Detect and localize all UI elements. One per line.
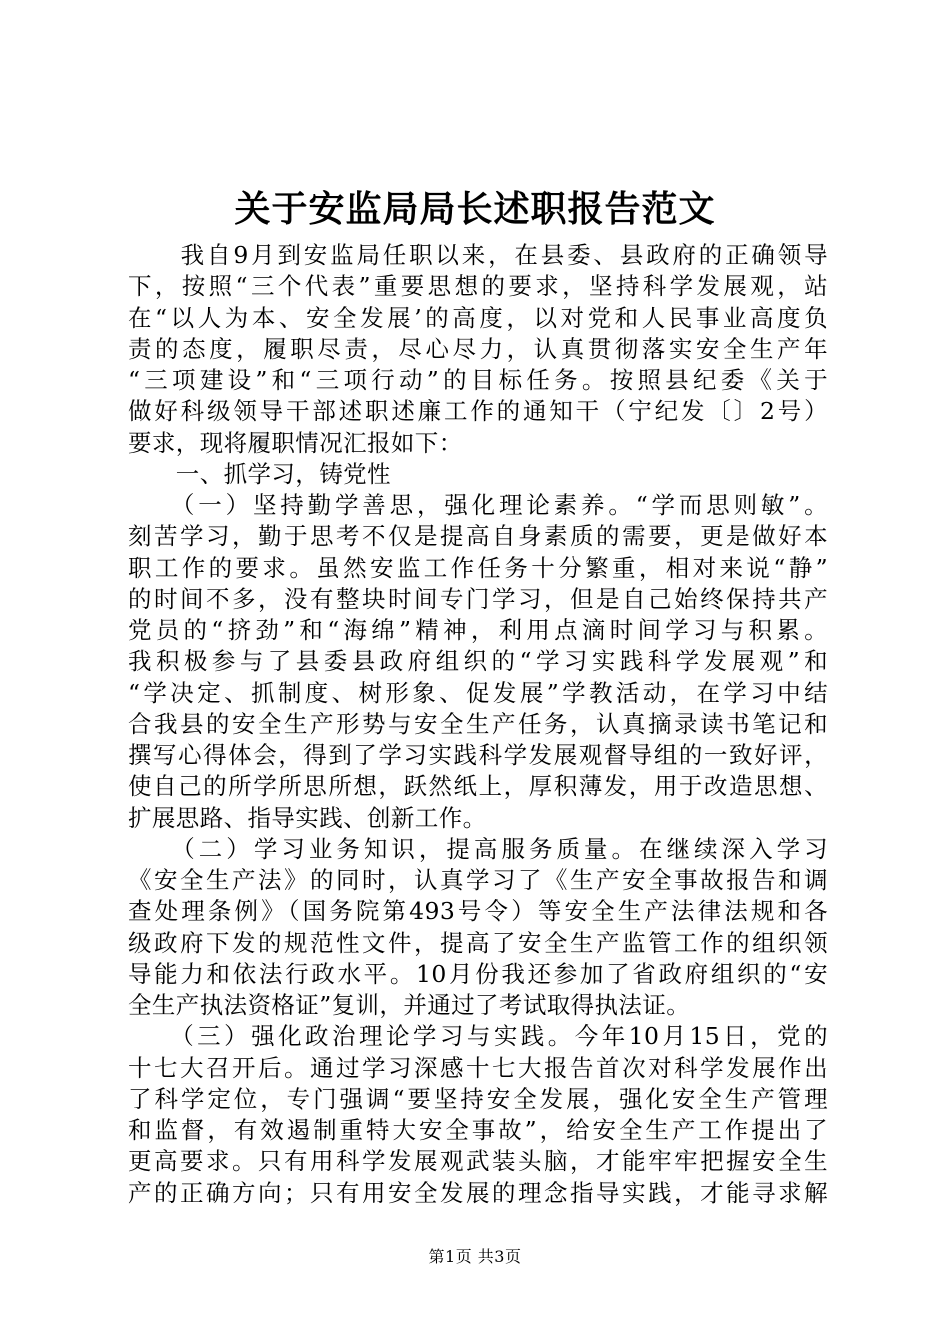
body-line: 更高要求。只有用科学发展观武装头脑，才能牢牢把握安全生 bbox=[128, 1147, 828, 1176]
body-line: 级政府下发的规范性文件，提高了安全生产监管工作的组织领 bbox=[128, 928, 828, 957]
body-line: 使自己的所学所思所想，跃然纸上，厚积薄发，用于改造思想、 bbox=[128, 772, 828, 801]
body-line: （二）学习业务知识，提高服务质量。在继续深入学习 bbox=[128, 834, 828, 863]
body-line: 《安全生产法》的同时，认真学习了《生产安全事故报告和调 bbox=[128, 866, 828, 894]
body-line: 产的正确方向；只有用安全发展的理念指导实践，才能寻求解 bbox=[128, 1178, 828, 1207]
body-line: 合我县的安全生产形势与安全生产任务，认真摘录读书笔记和 bbox=[128, 709, 828, 738]
body-line: 的时间不多，没有整块时间专门学习，但是自己始终保持共产 bbox=[128, 584, 828, 613]
body-line: 撰写心得体会，得到了学习实践科学发展观督导组的一致好评， bbox=[128, 741, 828, 769]
section-heading: 一、抓学习，铸党性 bbox=[128, 459, 391, 488]
body-line: “三项建设”和“三项行动”的目标任务。按照县纪委《关于 bbox=[128, 366, 828, 394]
body-line: （一）坚持勤学善思，强化理论素养。“学而思则敏”。 bbox=[128, 491, 828, 519]
body-line: 党员的“挤劲”和“海绵”精神，利用点滴时间学习与积累。 bbox=[128, 616, 828, 644]
body-line: 扩展思路、指导实践、创新工作。 bbox=[128, 803, 487, 832]
body-line: 十七大召开后。通过学习深感十七大报告首次对科学发展作出 bbox=[128, 1053, 828, 1082]
body-line: 全生产执法资格证”复训，并通过了考试取得执法证。 bbox=[128, 991, 691, 1019]
body-line: 查处理条例》（国务院第493号令）等安全生产法律法规和各 bbox=[128, 897, 828, 926]
body-line: 刻苦学习，勤于思考不仅是提高自身素质的需要，更是做好本 bbox=[128, 522, 828, 551]
body-line: 责的态度，履职尽责，尽心尽力，认真贯彻落实安全生产年 bbox=[128, 334, 828, 363]
body-line: 下，按照“三个代表”重要思想的要求，坚持科学发展观，站 bbox=[128, 272, 828, 301]
body-line: “学决定、抓制度、树形象、促发展”学教活动，在学习中结 bbox=[128, 678, 828, 707]
body-line: 职工作的要求。虽然安监工作任务十分繁重，相对来说“静” bbox=[128, 553, 828, 582]
document-body bbox=[128, 240, 828, 1209]
body-line: （三）强化政治理论学习与实践。今年10月15日，党的 bbox=[128, 1022, 828, 1051]
body-line: 导能力和依法行政水平。10月份我还参加了省政府组织的“安 bbox=[128, 959, 828, 988]
body-line: 在“以人为本、安全发展’的高度，以对党和人民事业高度负 bbox=[128, 303, 828, 332]
body-line: 我积极参与了县委县政府组织的“学习实践科学发展观”和 bbox=[128, 647, 828, 676]
body-line: 了科学定位，专门强调“要坚持安全发展，强化安全生产管理 bbox=[128, 1084, 828, 1113]
body-line: 要求，现将履职情况汇报如下： bbox=[128, 428, 463, 457]
body-line: 做好科级领导干部述职述廉工作的通知干（宁纪发〔〕2号） bbox=[128, 397, 828, 426]
body-line: 和监督，有效遏制重特大安全事故”，给安全生产工作提出了 bbox=[128, 1116, 828, 1144]
page-number-footer: 第1页 共3页 bbox=[428, 1247, 522, 1266]
body-line: 我自9月到安监局任职以来，在县委、县政府的正确领导 bbox=[128, 241, 828, 269]
document-title: 关于安监局局长述职报告范文 bbox=[234, 188, 716, 230]
